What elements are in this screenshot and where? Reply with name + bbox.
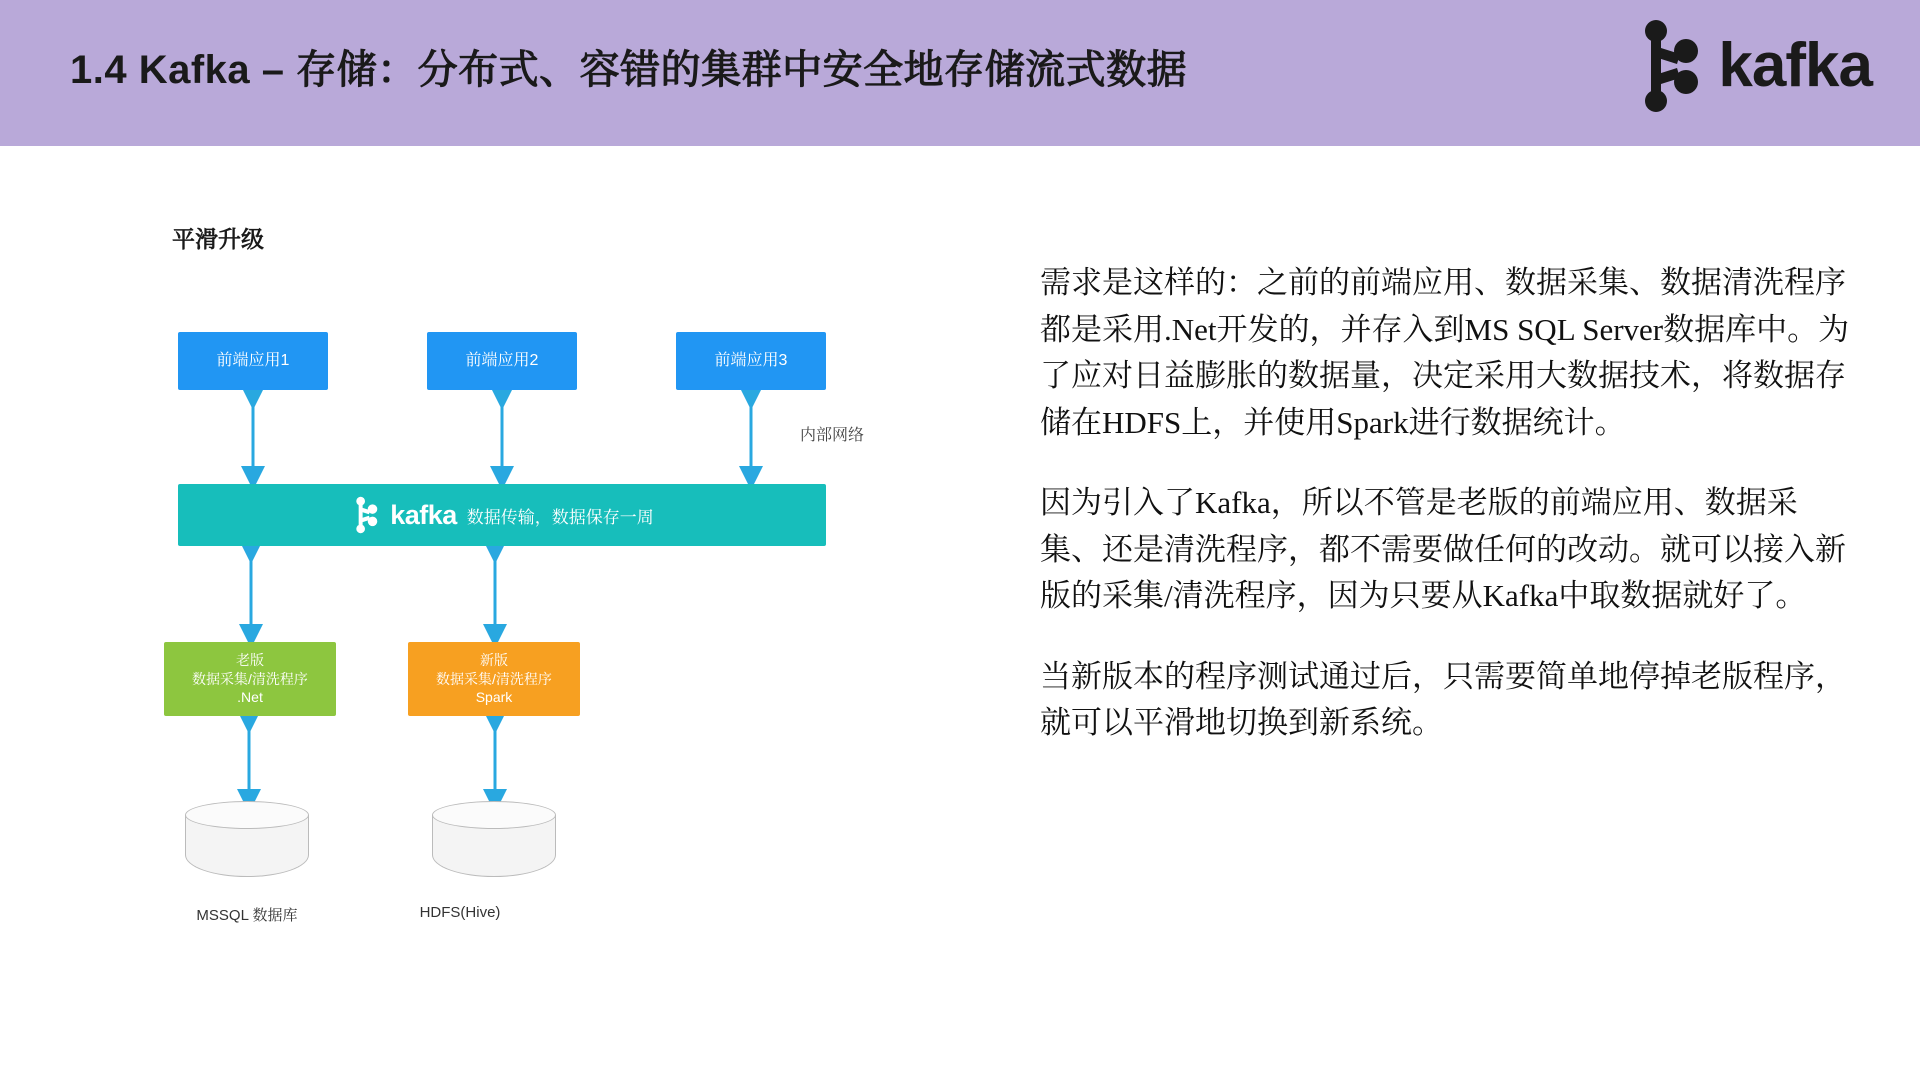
database-cylinder-icon xyxy=(185,801,309,887)
kafka-cluster-node xyxy=(178,484,826,546)
old-processor-line3: .Net xyxy=(237,689,263,706)
hdfs-database-label: HDFS(Hive) xyxy=(419,904,501,921)
description-text xyxy=(1040,260,1850,747)
new-processor-line3: Spark xyxy=(475,689,513,706)
slide-header xyxy=(0,0,1920,146)
description-paragraph-2: 因为引入了Kafka，所以不管是老版的前端应用、数据采集、还是清洗程序，都不需要做任何的改动。就可以接入新版的采集/清洗程序，因为只要从Kafka中取数据就好了。 xyxy=(1040,485,1846,613)
architecture-diagram xyxy=(0,146,1020,1080)
new-processor-line2: 数据采集/清洗程序 xyxy=(436,670,552,687)
old-processor-line1: 老版 xyxy=(236,651,264,668)
mssql-database-label: MSSQL 数据库 xyxy=(196,907,298,924)
old-processor-node xyxy=(164,642,336,716)
kafka-logo-icon xyxy=(1630,18,1704,114)
frontend-app-3-label: 前端应用3 xyxy=(714,352,788,370)
description-paragraph-1: 需求是这样的：之前的前端应用、数据采集、数据清洗程序都是采用.Net开发的，并存入到MS SQL Server数据库中。为了应对日益膨胀的数据量，决定采用大数据技术，将数据存储在HDFS上，并使用Spark进行数据统计。 xyxy=(1040,265,1850,440)
new-processor-line1: 新版 xyxy=(480,651,508,668)
diagram-arrows xyxy=(0,146,1020,1080)
description-paragraph-3: 当新版本的程序测试通过后，只需要简单地停掉老版程序，就可以平滑地切换到新系统。 xyxy=(1040,658,1846,740)
new-processor-node xyxy=(408,642,580,716)
kafka-logo-icon xyxy=(350,496,380,534)
kafka-bar-description: 数据传输，数据保存一周 xyxy=(466,507,654,527)
old-processor-line2: 数据采集/清洗程序 xyxy=(192,670,308,687)
kafka-brand-logo xyxy=(1630,18,1872,114)
diagram-title: 平滑升级 xyxy=(172,226,264,252)
frontend-app-3-node xyxy=(676,332,826,390)
kafka-wordmark: kafka xyxy=(1718,31,1872,100)
frontend-app-2-label: 前端应用2 xyxy=(465,352,539,370)
frontend-app-1-label: 前端应用1 xyxy=(216,352,290,370)
page-title: 1.4 Kafka – 存储：分布式、容错的集群中安全地存储流式数据 xyxy=(70,48,1188,92)
internal-network-label: 内部网络 xyxy=(800,427,865,444)
frontend-app-1-node xyxy=(178,332,328,390)
frontend-app-2-node xyxy=(427,332,577,390)
kafka-bar-wordmark: kafka xyxy=(390,499,457,530)
database-cylinder-icon xyxy=(432,801,556,887)
